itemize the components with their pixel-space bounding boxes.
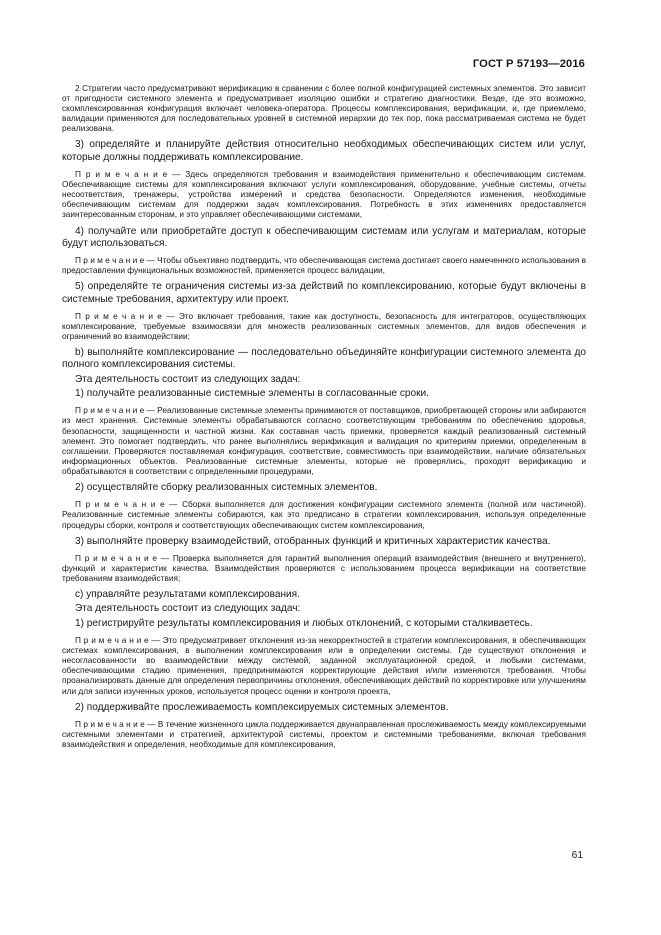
note-paragraph	[62, 499, 586, 529]
note-label: П р и м е ч а н и е	[75, 255, 145, 266]
note-label: П р и м е ч а н и е	[75, 169, 168, 180]
note-paragraph	[62, 255, 586, 275]
body-paragraph: 3) выполняйте проверку взаимодействий, отобранных функций и критичных характеристик качества.	[75, 535, 551, 547]
body-paragraph: 1) получайте реализованные системные элементы в согласованные сроки.	[75, 388, 429, 400]
body-paragraph: 2) осуществляйте сборку реализованных системных элементов.	[75, 482, 378, 494]
body-paragraph: 2) поддерживайте прослеживаемость комплексируемых системных элементов.	[75, 701, 449, 713]
body-paragraph: b) выполняйте комплексирование — последовательно объединяйте конфигурации системного элемента до полного комплексирования системы.	[62, 347, 586, 371]
note-text: — Сборка выполняется для достижения конфигурации системного элемента (полной или частичной). Реализованные системные элементы собираются, как это предписано в стратегии комплексирования, используя определенные процедуры сборки, контроля и соответствующих обеспечивающих систем комплексирования,	[62, 499, 586, 530]
note-label: П р и м е ч а н и е	[75, 310, 162, 321]
note-label: П р и м е ч а н и е	[75, 718, 145, 729]
note-text: 2 Стратегии часто предусматривают верификацию в сравнении с более полной конфигурацией системных элементов. Это зависит от пригодности системного элемента и предусматривает изоляцию ошибки и стратегию диагностики. Везде, где это возможно, скомплексированная конфигурация включает человека-оператора. Процессы комплексирования, верификации, и, где приемлемо, валидации применяются для последовательных уровней в системной иерархии до тех пор, пока рассматриваемая система не будет реализована.	[62, 83, 586, 134]
note-paragraph	[62, 719, 586, 749]
note-label: П р и м е ч а н и е	[75, 635, 149, 646]
page-number: 61	[571, 850, 583, 861]
body-paragraph: 3) определяйте и планируйте действия относительно необходимых обеспечивающих систем или услуг, которые должны поддерживать комплексирование.	[62, 139, 586, 163]
note-text: — Реализованные системные элементы принимаются от поставщиков, приобретающей стороны или забираются из мест хранения. Системные элементы обрабатываются согласно соответствующим требованиям по обеспечению здоровья, безопасности, защищенности и частной жизни. Как составная часть приемки, проверяется каждый реализованный системный элемент. Это помогает подтвердить, что ранее выполнялись верификация и валидация по критериям приемки, определенным в соглашении. Проверяются поставляемая конфигурация, соответствие, совместимость при взаимодействии, наличие обязательных информационных объектов. Реализованные системные элементы, которые не проверялись, проходят верификацию и обрабатываются в соответствии с определенными процедурами,	[62, 405, 586, 476]
body-paragraph: Эта деятельность состоит из следующих задач:	[75, 603, 301, 615]
note-paragraph	[62, 83, 586, 133]
note-text: — Здесь определяются требования и взаимодействия применительно к обеспечивающим системам. Обеспечивающие системы для комплексирования включают услуги комплексирования, оборудование, учебные системы, отчеты несоответствия, тренажеры, устройства измерений и средства безопасности. Определяются изменения, необходимые обеспечивающим системам для поддержки задач комплексирования. Потребность в этих изменениях предоставляется заинтересованным сторонам, и это управляет обеспечивающими системами,	[62, 169, 586, 220]
note-text: — Проверка выполняется для гарантий выполнения операций взаимодействия (внешнего и внутреннего), функций и характеристик качества. Взаимодействия проверяются с использованием процесса верификации на соответствие требованиям взаимодействия;	[62, 552, 586, 584]
document-body	[62, 83, 586, 755]
body-paragraph: 1) регистрируйте результаты комплексирования и любых отклонений, с которыми сталкиваетесь.	[75, 617, 533, 629]
body-paragraph: 4) получайте или приобретайте доступ к обеспечивающим системам или услугам и материалам, которые будут использоваться.	[62, 225, 586, 249]
note-text: — Это предусматривает отклонения из-за некорректностей в стратегии комплексирования, в обеспечивающих системах комплексирования, в выполнении комплексирования или в определении системы. Где существуют отклонения и несогласованности во взаимодействии между системой, заданной эксплуатационной средой, и любыми системами, обеспечивающими стадию применения, предпринимаются корректирующие действия и/или изменяются требования. Чтобы проанализировать данные для определения первопричины отклонения, обеспечивающих действий по корректировке или улучшениям или для записи изученных уроков, используется процесс оценки и контроля проекта,	[62, 635, 587, 696]
note-label: П р и м е ч а н и е	[75, 552, 158, 563]
note-text: — В течение жизненного цикла поддерживается двунаправленная прослеживаемость между комплексируемыми системными элементами и стратегией, архитектурой системы, проектом и системными требованиями, включая требования взаимодействия и определения, необходимые для комплексирования,	[62, 718, 586, 750]
body-paragraph: c) управляйте результатами комплексирования.	[75, 589, 300, 601]
note-text: — Чтобы объективно подтвердить, что обеспечивающая система достигает своего намеченного использования в предоставлении функциональных возможностей, применяется процесс валидации,	[62, 255, 586, 276]
note-paragraph	[62, 169, 586, 219]
note-paragraph	[62, 311, 586, 341]
note-paragraph	[62, 635, 586, 696]
body-paragraph: 5) определяйте те ограничения системы из-за действий по комплексированию, которые будут включены в системные требования, архитектуру или проект.	[62, 281, 586, 305]
note-label: П р и м е ч а н и е	[75, 499, 165, 510]
body-paragraph: Эта деятельность состоит из следующих задач:	[75, 373, 301, 385]
note-paragraph	[62, 553, 586, 583]
note-paragraph	[62, 405, 586, 476]
document-code: ГОСТ Р 57193—2016	[472, 58, 585, 70]
note-label: П р и м е ч а н и е	[75, 405, 145, 416]
note-text: — Это включает требования, такие как доступность, безопасность для интеграторов, осуществляющих комплексирование, требуемые взаимосвязи для множеств реализованных системных элементов, для видов обеспечения и ограничений во взаимодействии;	[62, 310, 587, 342]
